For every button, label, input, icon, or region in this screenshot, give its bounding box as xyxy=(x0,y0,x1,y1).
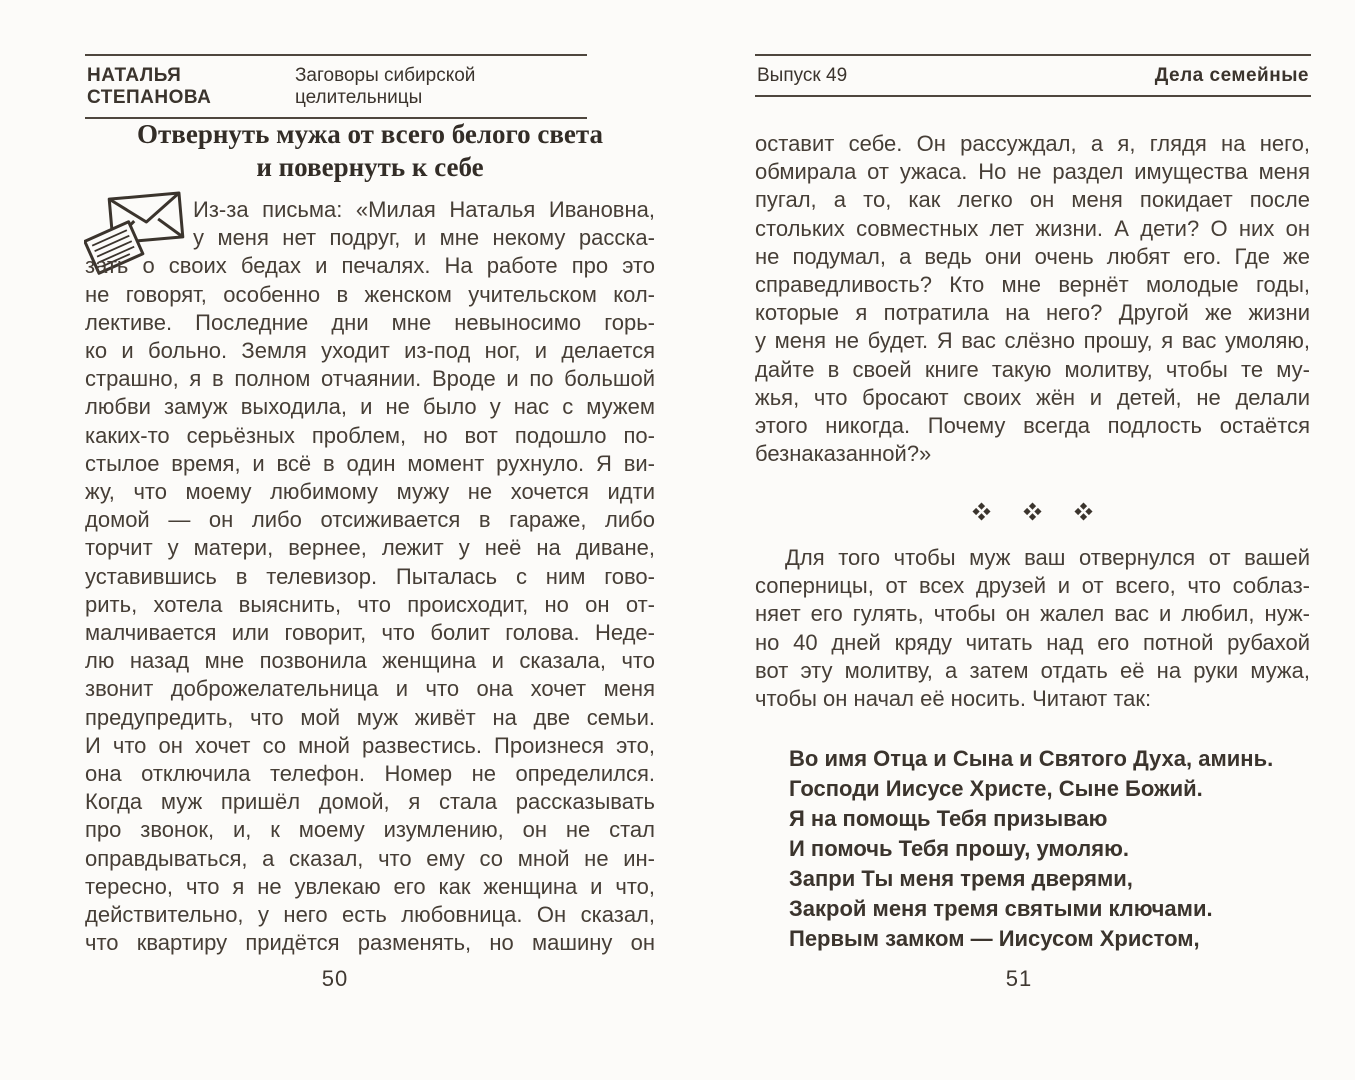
text-line: стылое время, и всё в один момент рухнуло. Я ви- xyxy=(85,450,655,476)
text-line: пугал, а то, как легко он меня покидает после xyxy=(755,187,1310,213)
text-line: Для того чтобы муж ваш отвернулся от вашей xyxy=(785,545,1310,570)
text-line: безнаказанной?» xyxy=(755,441,932,467)
text-line: рить, хотела выяснить, что происходит, но он от- xyxy=(85,591,655,617)
instruction-paragraph xyxy=(755,544,1310,713)
section-separator xyxy=(755,502,1310,521)
text-line: про звонок, и, к моему изумлению, он не стал xyxy=(85,817,655,843)
text-line: звонит доброжелательница и что она хочет меня xyxy=(85,676,655,702)
text-line: не говорят, особенно в женском учительском кол- xyxy=(85,281,655,307)
text-line: няет его гулять, чтобы он жалел вас и любил, нуж- xyxy=(755,601,1310,627)
text-line: Во имя Отца и Сына и Святого Духа, аминь. xyxy=(789,746,1274,771)
text-line: Из-за письма: «Милая Наталья Ивановна, xyxy=(193,197,655,222)
chapter-title-line1: Отвернуть мужа от всего белого света xyxy=(136,119,603,149)
series-title: Заговоры сибирской целительницы xyxy=(294,65,476,108)
text-line: предупредить, что мой муж живёт на две семьи. xyxy=(85,704,655,730)
prayer-text xyxy=(789,744,1310,954)
text-line: оставит себе. Он рассуждал, а я, глядя на него, xyxy=(755,131,1310,156)
text-line: любви замуж выходила, и не было у нас с мужем xyxy=(85,394,655,420)
left-page-number: 50 xyxy=(321,966,349,991)
chapter-title-line2: и повернуть к себе xyxy=(256,152,484,182)
text-line: дайте в своей книге такую молитву, чтобы те му- xyxy=(755,356,1310,382)
section-title: Дела семейные xyxy=(1154,65,1309,86)
issue-number: Выпуск 49 xyxy=(757,65,848,86)
left-page-body xyxy=(85,196,655,957)
text-line: стольких совместных лет жизни. А дети? О них он xyxy=(755,215,1310,241)
diamond-ornament-icon xyxy=(1074,502,1093,521)
text-line: жу, что моему любимому мужу не хочется идти xyxy=(85,479,655,505)
text-line: страшно, я в полном отчаянии. Вроде и по большой xyxy=(85,366,655,392)
text-line: вот эту молитву, а затем отдать её на руки мужа, xyxy=(755,657,1310,683)
text-line: оправдываться, а сказал, что ему со мной не ин- xyxy=(85,845,655,871)
text-line: Запри Ты меня тремя дверями, xyxy=(789,866,1133,891)
text-line: малчивается или говорит, что болит голова. Неде- xyxy=(85,620,655,646)
text-line: Первым замком — Иисусом Христом, xyxy=(789,926,1200,951)
text-line: Господи Иисусе Христе, Сыне Божий. xyxy=(789,776,1203,801)
text-line: жья, что бросают своих жён и детей, не делали xyxy=(755,384,1310,410)
text-line: этого никогда. Почему всегда подлость остаётся xyxy=(755,413,1310,439)
text-line: лективе. Последние дни мне невыносимо горь- xyxy=(85,309,655,335)
text-line: каких-то серьёзных проблем, но вот подошло по- xyxy=(85,422,655,448)
right-running-head xyxy=(755,54,1311,97)
text-line: лю назад мне позвонила женщина и сказала, что xyxy=(85,648,655,674)
author-name: НАТАЛЬЯ СТЕПАНОВА xyxy=(87,65,212,108)
letter-paragraph xyxy=(755,130,1310,468)
text-line: И что он хочет со мной развестись. Произнеся это, xyxy=(85,732,655,758)
text-line: что квартиру придётся разменять, но машину он xyxy=(85,930,655,956)
text-line: уставившись в телевизор. Пыталась с ним гово- xyxy=(85,563,655,589)
diamond-ornament-icon xyxy=(972,502,991,521)
text-line: торчит у матери, вернее, лежит у неё на диване, xyxy=(85,535,655,561)
text-line: не подумал, а ведь они очень любят его. Где же xyxy=(755,243,1310,269)
text-line: чтобы он начал её носить. Читают так: xyxy=(755,686,1152,712)
text-line: она отключила телефон. Номер не определился. xyxy=(85,761,655,787)
text-line: тересно, что я не увлекаю его как женщина и что, xyxy=(85,873,655,899)
chapter-title xyxy=(85,118,655,184)
text-line: справедливость? Кто мне вернёт молодые годы, xyxy=(755,272,1310,298)
text-line: И помочь Тебя прошу, умоляю. xyxy=(789,836,1130,861)
text-line: у меня нет подруг, и мне некому расска- xyxy=(193,225,655,251)
text-line: которые я потратила на него? Другой же жизни xyxy=(755,300,1310,326)
text-line: действительно, у него есть любовница. Он сказал, xyxy=(85,902,655,928)
text-line: зать о своих бедах и печалях. На работе про это xyxy=(85,253,655,279)
text-line: Я на помощь Тебя призываю xyxy=(789,806,1108,831)
text-line: Когда муж пришёл домой, я стала рассказывать xyxy=(85,789,655,815)
text-line: у меня не будет. Я вас слёзно прошу, я вас умоляю, xyxy=(755,328,1310,354)
text-line: ко и больно. Земля уходит из-под ног, и делается xyxy=(85,338,655,364)
text-line: домой — он либо отсиживается в гараже, либо xyxy=(85,507,655,533)
right-page-number: 51 xyxy=(1005,966,1033,991)
text-line: но 40 дней кряду читать над его потной рубахой xyxy=(755,629,1310,655)
left-running-head xyxy=(85,54,587,119)
diamond-ornament-icon xyxy=(1023,502,1042,521)
text-line: обмирала от ужаса. Но не раздел имущества меня xyxy=(755,159,1310,185)
text-line: Закрой меня тремя святыми ключами. xyxy=(789,896,1213,921)
text-line: соперницы, от всех друзей и от всего, что соблаз- xyxy=(755,573,1310,599)
